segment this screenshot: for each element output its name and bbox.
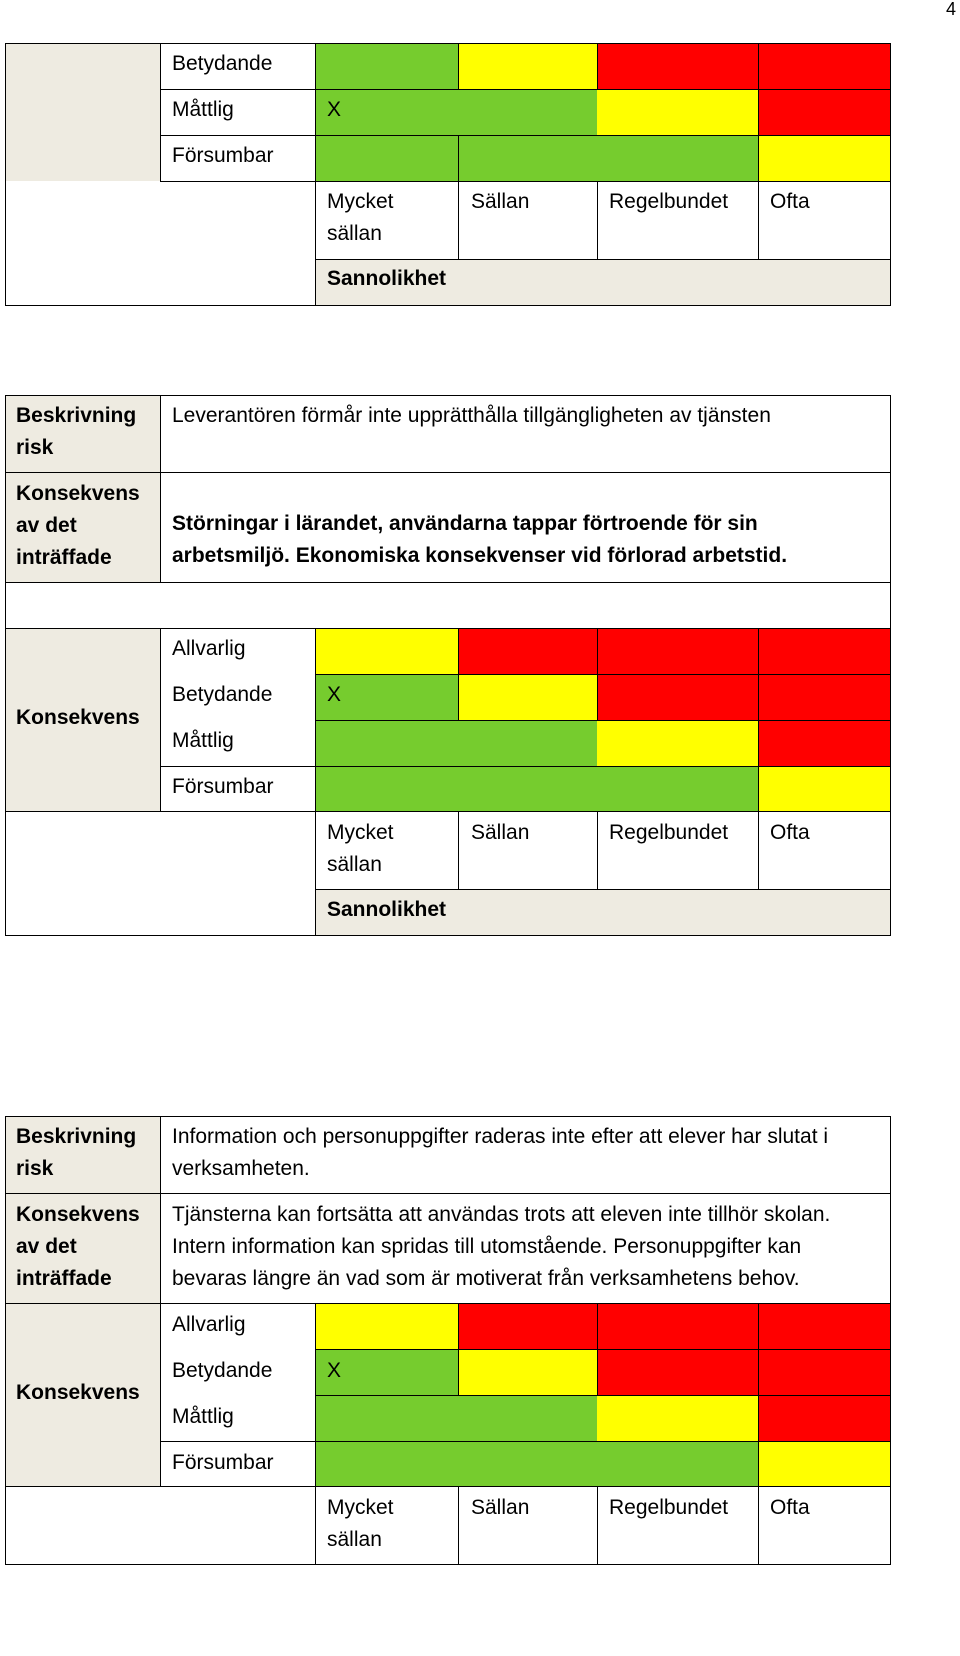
risk-cell-red bbox=[458, 1303, 597, 1349]
row-label: Försumbar bbox=[172, 1451, 274, 1474]
risk-cell-green bbox=[597, 766, 758, 812]
row-label: Betydande bbox=[172, 683, 273, 706]
risk-cell-green bbox=[315, 720, 458, 766]
risk-cell-red bbox=[758, 1303, 891, 1349]
description-label: Beskrivning bbox=[16, 1125, 137, 1148]
column-label: Sällan bbox=[471, 821, 530, 844]
row-label: Försumbar bbox=[172, 775, 274, 798]
risk-cell-green bbox=[315, 1395, 458, 1441]
risk-cell-red bbox=[758, 628, 891, 674]
row-label: Allvarlig bbox=[172, 637, 246, 660]
column-label: Mycket bbox=[327, 821, 394, 844]
risk-mark: X bbox=[327, 683, 342, 706]
risk-cell-yellow bbox=[758, 766, 891, 812]
column-label: Regelbundet bbox=[609, 190, 729, 213]
risk-cell-green bbox=[315, 43, 458, 89]
consequence-text: Intern information kan spridas till utomstående. Personuppgifter kan bbox=[172, 1235, 802, 1258]
risk-cell-red bbox=[758, 674, 891, 720]
consequence-label: Konsekvens bbox=[16, 1203, 140, 1226]
row-label: Försumbar bbox=[172, 144, 274, 167]
risk-cell-yellow bbox=[458, 43, 597, 89]
consequence-axis-label: Konsekvens bbox=[16, 706, 140, 729]
risk-cell-yellow bbox=[597, 720, 758, 766]
page-number: 4 bbox=[945, 0, 956, 19]
column-label: Sällan bbox=[471, 1496, 530, 1519]
risk-cell-green bbox=[597, 135, 758, 181]
description-label: risk bbox=[16, 1157, 54, 1180]
risk-cell-green bbox=[458, 720, 597, 766]
risk-cell-green bbox=[458, 766, 597, 812]
risk-cell-green bbox=[458, 1441, 597, 1487]
column-label: sällan bbox=[327, 1528, 382, 1551]
side-cell bbox=[5, 43, 160, 181]
column-label: Regelbundet bbox=[609, 1496, 729, 1519]
description-label: risk bbox=[16, 436, 54, 459]
column-label: Ofta bbox=[770, 821, 810, 844]
risk-cell-red bbox=[597, 43, 758, 89]
risk-cell-green bbox=[315, 766, 458, 812]
consequence-text: Störningar i lärandet, användarna tappar förtroende för sin bbox=[172, 512, 758, 535]
risk-cell-yellow bbox=[458, 674, 597, 720]
consequence-label: inträffade bbox=[16, 546, 112, 569]
risk-cell-red bbox=[758, 1349, 891, 1395]
risk-cell-yellow bbox=[458, 1349, 597, 1395]
consequence-text: bevaras längre än vad som är motiverat från verksamhetens behov. bbox=[172, 1267, 800, 1290]
risk-cell-green bbox=[458, 135, 597, 181]
column-label: Mycket bbox=[327, 190, 394, 213]
probability-label: Sannolikhet bbox=[327, 898, 447, 921]
column-label: Ofta bbox=[770, 190, 810, 213]
risk-cell-yellow bbox=[758, 135, 891, 181]
risk-cell-green bbox=[315, 135, 458, 181]
column-label: Ofta bbox=[770, 1496, 810, 1519]
risk-cell-red bbox=[597, 1349, 758, 1395]
risk-cell-yellow bbox=[758, 1441, 891, 1487]
column-label: Sällan bbox=[471, 190, 530, 213]
row-label: Måttlig bbox=[172, 1405, 234, 1428]
column-label: sällan bbox=[327, 853, 382, 876]
risk-cell-green bbox=[458, 1395, 597, 1441]
risk-cell-yellow bbox=[597, 1395, 758, 1441]
column-label: Regelbundet bbox=[609, 821, 729, 844]
description-label: Beskrivning bbox=[16, 404, 137, 427]
risk-cell-red bbox=[758, 1395, 891, 1441]
row-label: Måttlig bbox=[172, 729, 234, 752]
description-text: Leverantören förmår inte upprätthålla tillgängligheten av tjänsten bbox=[172, 404, 771, 427]
description-text: Information och personuppgifter raderas inte efter att elever har slutat i bbox=[172, 1125, 829, 1148]
risk-cell-red bbox=[758, 43, 891, 89]
risk-cell-green bbox=[597, 1441, 758, 1487]
row-label: Betydande bbox=[172, 1359, 273, 1382]
risk-mark: X bbox=[327, 98, 342, 121]
risk-cell-red bbox=[597, 674, 758, 720]
risk-cell-red bbox=[597, 1303, 758, 1349]
consequence-label: av det bbox=[16, 514, 77, 537]
risk-cell-red bbox=[758, 89, 891, 135]
risk-cell-green bbox=[315, 1441, 458, 1487]
consequence-label: Konsekvens bbox=[16, 482, 140, 505]
risk-cell-red bbox=[458, 628, 597, 674]
risk-mark: X bbox=[327, 1359, 342, 1382]
probability-label: Sannolikhet bbox=[327, 267, 447, 290]
risk-cell-red bbox=[758, 720, 891, 766]
column-label: Mycket bbox=[327, 1496, 394, 1519]
column-label: sällan bbox=[327, 222, 382, 245]
risk-cell-yellow bbox=[597, 89, 758, 135]
risk-cell-green bbox=[458, 89, 597, 135]
risk-cell-yellow bbox=[315, 628, 458, 674]
description-text: verksamheten. bbox=[172, 1157, 310, 1180]
consequence-text: Tjänsterna kan fortsätta att användas trots att eleven inte tillhör skolan. bbox=[172, 1203, 831, 1226]
row-label: Allvarlig bbox=[172, 1313, 246, 1336]
row-label: Betydande bbox=[172, 52, 273, 75]
risk-cell-red bbox=[597, 628, 758, 674]
consequence-text: arbetsmiljö. Ekonomiska konsekvenser vid förlorad arbetstid. bbox=[172, 544, 788, 567]
risk-cell-yellow bbox=[315, 1303, 458, 1349]
row-label: Måttlig bbox=[172, 98, 234, 121]
consequence-label: av det bbox=[16, 1235, 77, 1258]
consequence-label: inträffade bbox=[16, 1267, 112, 1290]
consequence-axis-label: Konsekvens bbox=[16, 1381, 140, 1404]
